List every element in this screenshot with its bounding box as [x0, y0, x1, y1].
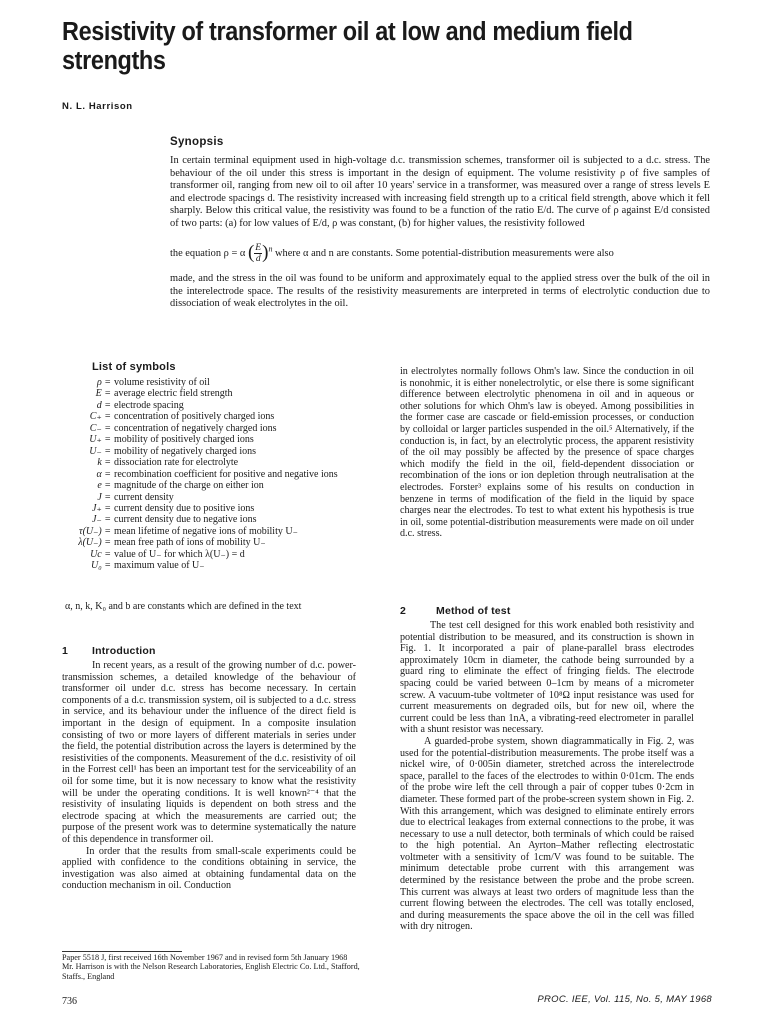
- method-paragraph-2: A guarded-probe system, shown diagrammatically in Fig. 2, was used for the potential-distribution measurements. The probe itself was a nickel wire, of 0·005in diameter, stretched across the interelectrode space, parallel to the faces of the electrodes to within 0·01cm. The ends of the probe wire left the cell through a pair of copper tubes 0·2cm in diameter. These formed part of the probe-screen system shown in Fig. 2. With this arrangement, which was designed to eliminate entirely errors due to electrical leakages from external connections to the probe, it was necessary to use a null detector, both terminals of which could be raised to the high potential. An Ayrton–Mather reflecting electrostatic voltmeter with a sensitivity of 1cm/V was found to be suitable. The minimum detectable probe current with this arrangement was determined by the resistance between the probe and the probe screen. This current was always at least two orders of magnitude less than the current flowing between the electrodes. The cell was totally enclosed, and during measurements the space above the oil in the cell was filled with dry nitrogen.: [400, 735, 694, 933]
- symbol: C₋ =: [89, 422, 111, 434]
- footnote-received: Paper 5518 J, first received 16th November 1967 and in revised form 5th January 1968: [62, 953, 348, 962]
- symbol: α =: [96, 468, 111, 480]
- continuation-paragraph: in electrolytes normally follows Ohm's law. Since the conduction in oil is nonohmic, it is either nonelectrolytic, or else there is some significant difference between electrolytic phenomena in oil and in aqueous or other solutions for which Ohm's law is obeyed. Among possibilities in the former case are cascade or field-emission processes, or conduction by colloidal or larger particles suspended in the oil.⁵ Alternatively, if the conduction is, in fact, by an electrolytic process, the apparent resistivity of the oil may possibly be affected by the presence of space charges which modify the field in the oil, field-dependent dissociation or recombination of the ions or ion depletion through neutralisation at the electrodes. Forster³ explains some of his results on conduction in benzene in terms of modification of the field in the liquid by space charges near the electrodes. To test to what extent his hypothesis is true in oil, some potential-distribution measurements were made on oil under d.c. stress.: [400, 366, 694, 540]
- symbol-row: [60, 503, 370, 514]
- equation-fraction: [254, 243, 262, 264]
- intro-section-title: Introduction: [92, 645, 156, 657]
- symbol: ρ =: [96, 377, 111, 388]
- symbol-row: [60, 549, 370, 560]
- symbol-description: dissociation rate for electrolyte: [114, 457, 239, 469]
- symbol-row: [60, 480, 370, 491]
- symbol-description: recombination coefficient for positive and negative ions: [114, 468, 338, 480]
- symbols-list: [60, 377, 370, 572]
- symbol: J =: [97, 491, 111, 503]
- symbol-row: [60, 388, 370, 399]
- symbol: k =: [97, 457, 111, 469]
- symbol: λ(U₋) =: [78, 537, 111, 549]
- symbol-description: average electric field strength: [114, 388, 233, 400]
- symbol-description: current density due to positive ions: [114, 502, 255, 514]
- symbol-row: [60, 537, 370, 548]
- close-paren: ): [262, 242, 269, 264]
- symbol-row: [60, 400, 370, 411]
- symbol-row: [60, 377, 370, 388]
- symbol-description: current density: [114, 491, 174, 503]
- symbol-row: [60, 560, 370, 571]
- symbol-row: [60, 492, 370, 503]
- right-column-continuation: [400, 366, 694, 540]
- symbol: C₊ =: [89, 411, 111, 423]
- synopsis-heading: Synopsis: [170, 136, 224, 148]
- footnote-divider: [62, 951, 182, 952]
- symbol: U₊ =: [89, 434, 111, 446]
- symbol-description: mobility of positively charged ions: [114, 434, 254, 446]
- symbol: d =: [96, 399, 111, 411]
- symbol-row: [60, 514, 370, 525]
- synopsis-paragraph-2: made, and the stress in the oil was found to be uniform and approximately equal to the applied stress over the bulk of the oil in the interelectrode space. The results of the resistivity measurements are interpreted in terms of electrolytic conduction due to dissociation of weak electrolytes in the oil.: [170, 273, 710, 310]
- open-paren: (: [247, 242, 255, 264]
- synopsis-paragraph-1: In certain terminal equipment used in high-voltage d.c. transmission schemes, transformer oil is subjected to a d.c. stress. The behaviour of the oil under this stress is important in the design of equipment. The volume resistivity ρ of five samples of transformer oil, ranging from new oil to oil after 10 years' service in a transformer, was measured over a range of stress levels E and electrode spacings d. The resistivity increased with increasing field strength up to a critical field strength, above which it fell sharply. Below this critical value, the resistivity was found to be a function of the ratio E/d. The curve of ρ against E/d consisted of two parts: (a) for low values of E/d, ρ was constant, (b) for higher values, the resistivity followed: [170, 155, 710, 229]
- method-body: [400, 620, 694, 933]
- symbol: J₋ =: [92, 514, 111, 526]
- symbol-row: [60, 469, 370, 480]
- intro-section-number: 1: [62, 645, 68, 657]
- symbol-row: [60, 423, 370, 434]
- symbol-description: mean free path of ions of mobility U₋: [114, 537, 266, 549]
- method-section-title: Method of test: [436, 605, 511, 617]
- symbol: E =: [95, 388, 111, 400]
- equation-prefix: the equation ρ = α: [170, 247, 246, 259]
- method-paragraph-1: The test cell designed for this work enabled both resistivity and potential distribution to be measured, and its construction is shown in Fig. 1. It incorporated a pair of plane-parallel brass electrodes approximately 10cm in diameter, the cathode being surrounded by a guard ring to eliminate the effect of fringing fields. The electrode spacing could be varied between 0–1cm by means of a micrometer screw. A vacuum-tube voltmeter of 10⁸Ω input resistance was used for current measurements on degraded oils, but for new oil, where the current could be less than 1nA, a vibrating-reed electrometer in parallel with a shunt resistor was necessary.: [400, 620, 694, 736]
- method-section-number: 2: [400, 605, 406, 617]
- symbol-description: concentration of positively charged ions: [114, 411, 275, 423]
- author-name: N. L. Harrison: [62, 101, 133, 112]
- intro-paragraph-1: In recent years, as a result of the growing number of d.c. power-transmission schemes, a detailed knowledge of the behaviour of transformer oil under d.c. stress has become necessary. In certain components of a d.c. transmission system, oil is subjected to a d.c. stress in service, and its behaviour under the influence of the direct field is important in the design of equipment. In a composite insulation consisting of two or more layers of different materials in series under the field, the potential distribution across the layers is determined by the resistivities of the components. Measurement of the d.c. resistivity of oil in the Forrest cell¹ has been an important test for the serviceability of an oil for some time, but it is now necessary to know what the resistivity will be under the operating conditions. It is well known²⁻⁴ that the resistivity of insulating liquids is dependent on both stress and the electrode spacing at which the measurements are carried out; the purpose of the present work was to determine systematically the nature of this dependence in transformer oil.: [62, 660, 356, 845]
- symbol-row: [60, 434, 370, 445]
- symbol: τ(U₋) =: [79, 525, 111, 537]
- symbol: Uc =: [90, 548, 111, 560]
- symbol-description: mean lifetime of negative ions of mobility U₋: [114, 525, 298, 537]
- fraction-numerator: E: [255, 243, 262, 253]
- equation-exponent: n: [268, 244, 273, 254]
- symbol-row: [60, 446, 370, 457]
- symbol-row: [60, 457, 370, 468]
- symbol-description: electrode spacing: [114, 399, 184, 411]
- page-number: 736: [62, 996, 77, 1007]
- symbol-description: concentration of negatively charged ions: [114, 422, 277, 434]
- journal-reference: PROC. IEE, Vol. 115, No. 5, MAY 1968: [537, 994, 712, 1005]
- footnote: [62, 953, 372, 981]
- symbol: e =: [97, 480, 111, 492]
- symbol-description: mobility of negatively charged ions: [114, 445, 257, 457]
- footnote-affiliation: Mr. Harrison is with the Nelson Research Laboratories, English Electric Co. Ltd., Stafford, Staffs., England: [62, 962, 360, 981]
- symbol-row: [60, 411, 370, 422]
- symbol: U₀ =: [91, 560, 111, 572]
- symbol-description: magnitude of the charge on either ion: [114, 480, 264, 492]
- intro-body: [62, 660, 356, 892]
- paper-title: Resistivity of transformer oil at low and medium field strengths: [62, 18, 633, 75]
- symbol-description: value of U₋ for which λ(U₋) = d: [114, 548, 245, 560]
- symbol: J₊ =: [92, 502, 111, 514]
- symbol-description: current density due to negative ions: [114, 514, 257, 526]
- symbol-description: volume resistivity of oil: [114, 377, 210, 388]
- symbols-heading: List of symbols: [92, 361, 176, 373]
- symbols-footer: α, n, k, K₀ and b are constants which are defined in the text: [65, 601, 302, 612]
- fraction-denominator: d: [255, 254, 261, 264]
- symbol: U₋ =: [89, 445, 111, 457]
- synopsis-equation-line: [170, 243, 710, 264]
- symbol-description: maximum value of U₋: [114, 560, 205, 572]
- symbol-row: [60, 526, 370, 537]
- intro-paragraph-2: In order that the results from small-scale experiments could be applied with confidence to the conditions obtaining in service, the investigation was also aimed at obtaining fundamental data on the conduction mechanism in oil. Conduction: [62, 845, 356, 892]
- equation-suffix: where α and n are constants. Some potential-distribution measurements were also: [275, 247, 614, 259]
